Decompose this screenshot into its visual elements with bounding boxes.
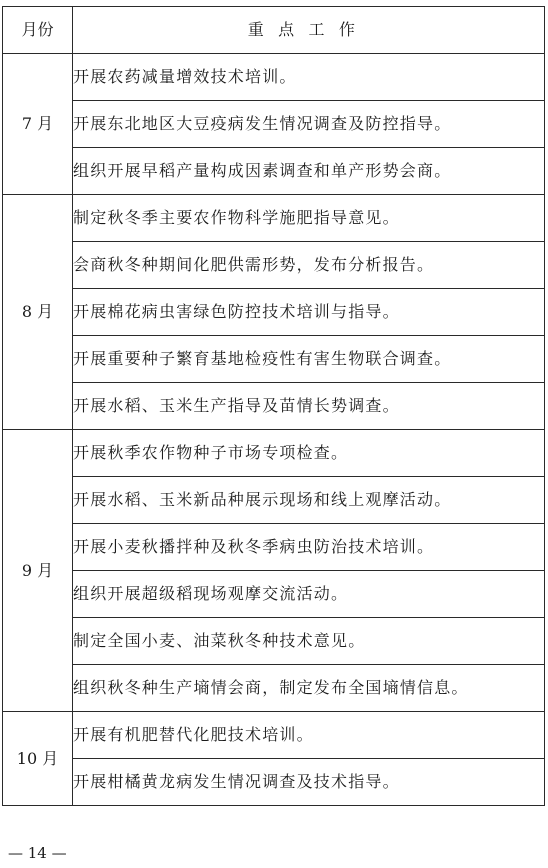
task-cell: 开展柑橘黄龙病发生情况调查及技术指导。: [73, 759, 545, 806]
table-row: [3, 101, 545, 148]
table-header-row: [3, 7, 545, 54]
table-row: [3, 759, 545, 806]
table-row: [3, 148, 545, 195]
task-cell: 开展水稻、玉米新品种展示现场和线上观摩活动。: [73, 477, 545, 524]
table-row: [3, 571, 545, 618]
table-row: [3, 383, 545, 430]
task-cell: 开展水稻、玉米生产指导及苗情长势调查。: [73, 383, 545, 430]
work-column-header: 重点工作: [73, 7, 545, 54]
table-row: [3, 618, 545, 665]
month-cell-october: 10 月: [3, 712, 73, 806]
table-row: [3, 524, 545, 571]
table-row: [3, 430, 545, 477]
task-cell: 开展重要种子繁育基地检疫性有害生物联合调查。: [73, 336, 545, 383]
task-cell: 组织秋冬种生产墒情会商，制定发布全国墒情信息。: [73, 665, 545, 712]
table-row: [3, 336, 545, 383]
task-cell: 制定全国小麦、油菜秋冬种技术意见。: [73, 618, 545, 665]
task-cell: 开展小麦秋播拌种及秋冬季病虫防治技术培训。: [73, 524, 545, 571]
table-row: [3, 665, 545, 712]
month-cell-august: 8 月: [3, 195, 73, 430]
table-row: [3, 195, 545, 242]
task-cell: 开展棉花病虫害绿色防控技术培训与指导。: [73, 289, 545, 336]
task-cell: 开展有机肥替代化肥技术培训。: [73, 712, 545, 759]
task-cell: 会商秋冬种期间化肥供需形势，发布分析报告。: [73, 242, 545, 289]
table-row: [3, 477, 545, 524]
task-cell: 组织开展早稻产量构成因素调查和单产形势会商。: [73, 148, 545, 195]
table-row: [3, 54, 545, 101]
page-number: — 14 —: [8, 844, 67, 862]
task-cell: 组织开展超级稻现场观摩交流活动。: [73, 571, 545, 618]
month-column-header: 月份: [3, 7, 73, 54]
task-cell: 开展农药减量增效技术培训。: [73, 54, 545, 101]
table-row: [3, 289, 545, 336]
work-schedule-table: [2, 6, 545, 806]
table-row: [3, 242, 545, 289]
month-cell-september: 9 月: [3, 430, 73, 712]
task-cell: 开展东北地区大豆疫病发生情况调查及防控指导。: [73, 101, 545, 148]
task-cell: 开展秋季农作物种子市场专项检查。: [73, 430, 545, 477]
table-body: [3, 54, 545, 806]
month-cell-july: 7 月: [3, 54, 73, 195]
table-row: [3, 712, 545, 759]
task-cell: 制定秋冬季主要农作物科学施肥指导意见。: [73, 195, 545, 242]
